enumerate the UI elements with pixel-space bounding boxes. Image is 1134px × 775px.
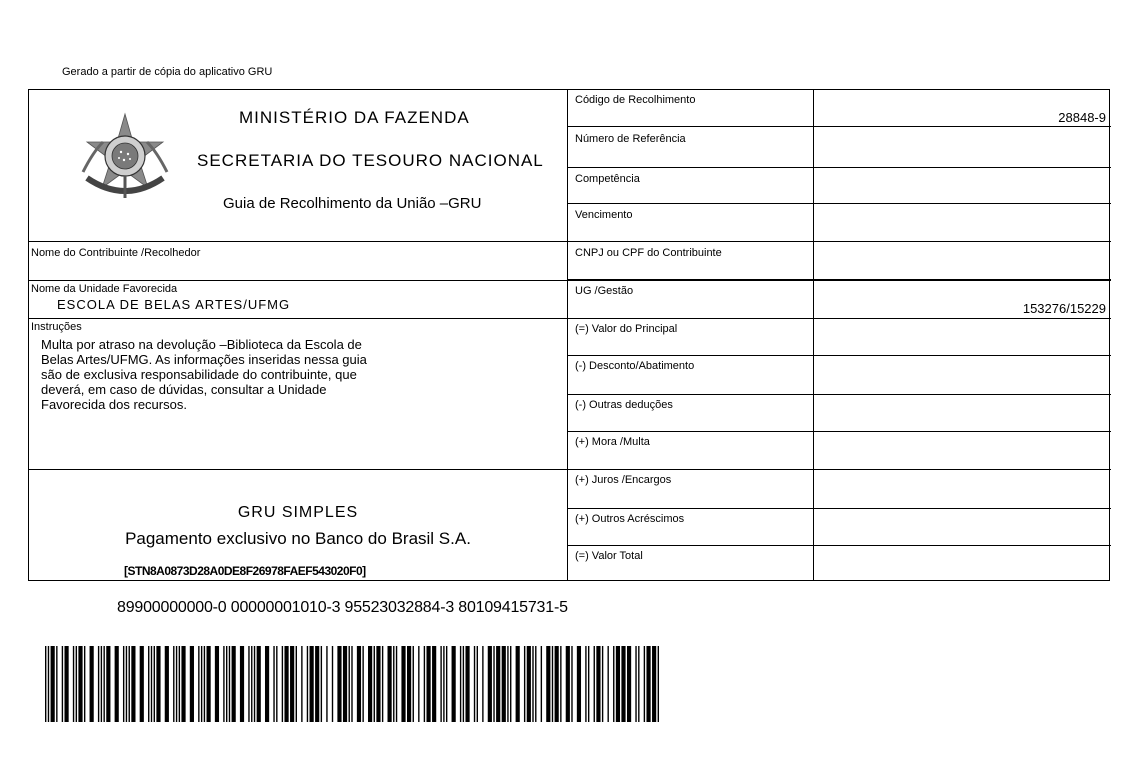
- barcode-bar: [90, 646, 94, 722]
- barcode-bar: [45, 646, 46, 722]
- barcode-bar: [401, 646, 405, 722]
- barcode-bar: [496, 646, 500, 722]
- barcode-bar: [273, 646, 274, 722]
- barcode-bar: [388, 646, 392, 722]
- barcode-bar: [635, 646, 636, 722]
- barcode-bar: [123, 646, 124, 722]
- gru-simples-title: GRU SIMPLES: [237, 504, 359, 521]
- desconto-label: (-) Desconto/Abatimento: [575, 360, 695, 372]
- barcode-bar: [440, 646, 441, 722]
- contribuinte-label: Nome do Contribuinte /Recolhedor: [31, 247, 201, 259]
- barcode-bar: [332, 646, 333, 722]
- codigo-recolhimento-label: Código de Recolhimento: [575, 94, 696, 106]
- barcode-bar: [566, 646, 570, 722]
- barcode-bar: [510, 646, 511, 722]
- barcode-bar: [78, 646, 82, 722]
- barcode-bar: [502, 646, 506, 722]
- barcode-bar: [524, 646, 525, 722]
- barcode-bar: [460, 646, 461, 722]
- barcode-bar: [602, 646, 603, 722]
- barcode-bar: [413, 646, 414, 722]
- barcode-bar: [148, 646, 149, 722]
- instrucoes-line: são de exclusiva responsabilidade do contribuinte, que: [41, 367, 357, 382]
- barcode-bar: [62, 646, 63, 722]
- cnpj-cpf-label: CNPJ ou CPF do Contribuinte: [575, 247, 722, 259]
- barcode-bar: [343, 646, 347, 722]
- ug-gestao-label: UG /Gestão: [575, 285, 634, 297]
- barcode-bar: [532, 646, 533, 722]
- barcode-bar: [215, 646, 219, 722]
- barcode-bar: [115, 646, 119, 722]
- barcode-bar: [644, 646, 645, 722]
- barcode-bar: [407, 646, 411, 722]
- barcode-bar: [527, 646, 531, 722]
- barcode-bar: [156, 646, 160, 722]
- barcode-bar: [446, 646, 447, 722]
- barcode-bar: [103, 646, 104, 722]
- barcode-bar: [357, 646, 361, 722]
- barcode-bar: [652, 646, 656, 722]
- barcode-bar: [51, 646, 55, 722]
- barcode-bar: [337, 646, 341, 722]
- outros-acrescimos-label: (+) Outros Acréscimos: [575, 513, 685, 525]
- barcode-bar: [251, 646, 252, 722]
- barcode-bar: [179, 646, 180, 722]
- barcode-bar: [382, 646, 383, 722]
- barcode-bar: [48, 646, 49, 722]
- outras-deducoes-label: (-) Outras deduções: [575, 399, 673, 411]
- barcode-bar: [173, 646, 174, 722]
- barcode-bar: [101, 646, 102, 722]
- barcode-bar: [64, 646, 68, 722]
- barcode-bar: [282, 646, 283, 722]
- instrucoes-label: Instruções: [31, 321, 82, 333]
- barcode-bar: [463, 646, 464, 722]
- barcode-bar: [560, 646, 561, 722]
- vencimento-label: Vencimento: [575, 209, 633, 221]
- digitable-line: 89900000000-0 00000001010-3 95523032884-3 80109415731-5: [117, 599, 568, 616]
- barcode-bar: [616, 646, 620, 722]
- barcode-bar: [296, 646, 297, 722]
- barcode-bar: [552, 646, 553, 722]
- barcode-bar: [140, 646, 144, 722]
- gru-hash: [STN8A0873D28A0DE8F26978FAEF543020F0]: [124, 564, 366, 578]
- numero-referencia-label: Número de Referência: [575, 133, 686, 145]
- barcode-bar: [154, 646, 155, 722]
- barcode-bar: [310, 646, 314, 722]
- barcode-bar: [424, 646, 425, 722]
- barcode-bar: [315, 646, 319, 722]
- barcode-bar: [232, 646, 236, 722]
- barcode-bar: [284, 646, 288, 722]
- instrucoes-line: Favorecida dos recursos.: [41, 397, 187, 412]
- barcode-bar: [106, 646, 110, 722]
- barcode-bar: [477, 646, 478, 722]
- mora-multa-label: (+) Mora /Multa: [575, 436, 650, 448]
- instrucoes-line: deverá, em caso de dúvidas, consultar a Unidade: [41, 382, 327, 397]
- barcode-bar: [198, 646, 199, 722]
- barcode-bar: [374, 646, 375, 722]
- barcode-bar: [594, 646, 595, 722]
- juros-encargos-label: (+) Juros /Encargos: [575, 474, 672, 486]
- barcode-bar: [488, 646, 492, 722]
- barcode-bar: [257, 646, 261, 722]
- barcode-bar: [84, 646, 85, 722]
- barcode-bar: [613, 646, 614, 722]
- barcode-bar: [126, 646, 127, 722]
- gru-simples-subtitle: Pagamento exclusivo no Banco do Brasil S.A.: [125, 529, 471, 548]
- barcode-bar: [555, 646, 559, 722]
- barcode-bar: [321, 646, 322, 722]
- barcode-bar: [362, 646, 363, 722]
- barcode-bar: [326, 646, 327, 722]
- barcode-bar: [98, 646, 99, 722]
- barcode-bar: [190, 646, 194, 722]
- barcode-bar: [426, 646, 430, 722]
- unidade-value: ESCOLA DE BELAS ARTES/UFMG: [57, 297, 291, 312]
- competencia-label: Competência: [575, 173, 640, 185]
- barcode-bar: [638, 646, 639, 722]
- barcode-bar: [265, 646, 269, 722]
- barcode-bar: [571, 646, 572, 722]
- guide-title: Guia de Recolhimento da União –GRU: [223, 195, 482, 212]
- barcode-bar: [535, 646, 536, 722]
- barcode-bar: [465, 646, 469, 722]
- barcode-bar: [201, 646, 202, 722]
- barcode-bar: [129, 646, 130, 722]
- barcode-bar: [546, 646, 550, 722]
- barcode-bar: [76, 646, 77, 722]
- barcode-bar: [229, 646, 230, 722]
- instrucoes-line: Multa por atraso na devolução –Biblioteca da Escola de: [41, 337, 362, 352]
- barcode-bar: [621, 646, 625, 722]
- barcode-bar: [349, 646, 350, 722]
- barcode-bar: [393, 646, 394, 722]
- brazil-coat-of-arms-icon: [73, 112, 177, 208]
- barcode-bar: [585, 646, 586, 722]
- barcode-bar: [646, 646, 650, 722]
- barcode-bar: [452, 646, 456, 722]
- barcode-bar: [418, 646, 419, 722]
- instrucoes-line: Belas Artes/UFMG. As informações inseridas nessa guia: [41, 352, 367, 367]
- barcode-bar: [351, 646, 352, 722]
- barcode-bar: [176, 646, 177, 722]
- barcode-bar: [290, 646, 294, 722]
- instrucoes-text: [41, 337, 481, 412]
- barcode-bar: [443, 646, 444, 722]
- barcode-bar: [432, 646, 436, 722]
- barcode: [45, 646, 659, 722]
- barcode-bar: [223, 646, 224, 722]
- barcode-bar: [516, 646, 520, 722]
- barcode-bar: [56, 646, 57, 722]
- barcode-bar: [307, 646, 308, 722]
- barcode-bar: [226, 646, 227, 722]
- secretariat-title: SECRETARIA DO TESOURO NACIONAL: [197, 151, 544, 170]
- barcode-bar: [151, 646, 152, 722]
- gru-form: [28, 89, 1110, 581]
- barcode-bar: [507, 646, 508, 722]
- barcode-bar: [248, 646, 249, 722]
- barcode-bar: [658, 646, 659, 722]
- generated-note: Gerado a partir de cópia do aplicativo GRU: [62, 66, 273, 78]
- barcode-bar: [181, 646, 185, 722]
- barcode-bar: [240, 646, 244, 722]
- barcode-bar: [482, 646, 483, 722]
- barcode-bar: [276, 646, 277, 722]
- barcode-bar: [376, 646, 380, 722]
- barcode-bar: [204, 646, 205, 722]
- barcode-bar: [474, 646, 475, 722]
- valor-total-label: (=) Valor Total: [575, 550, 643, 562]
- barcode-bar: [165, 646, 169, 722]
- barcode-bar: [493, 646, 494, 722]
- barcode-bar: [541, 646, 542, 722]
- barcode-bar: [301, 646, 302, 722]
- barcode-bar: [607, 646, 608, 722]
- barcode-bar: [131, 646, 135, 722]
- valor-principal-label: (=) Valor do Principal: [575, 323, 678, 335]
- barcode-bar: [73, 646, 74, 722]
- ministry-title: MINISTÉRIO DA FAZENDA: [239, 108, 470, 127]
- unidade-label: Nome da Unidade Favorecida: [31, 283, 178, 295]
- barcode-bar: [588, 646, 589, 722]
- barcode-bar: [207, 646, 211, 722]
- barcode-bar: [596, 646, 600, 722]
- barcode-bar: [627, 646, 631, 722]
- barcode-bar: [396, 646, 397, 722]
- barcode-bar: [254, 646, 255, 722]
- barcode-bar: [577, 646, 581, 722]
- barcode-bar: [368, 646, 372, 722]
- ug-gestao-value: 153276/15229: [1022, 301, 1106, 316]
- codigo-recolhimento-value: 28848-9: [1058, 110, 1106, 125]
